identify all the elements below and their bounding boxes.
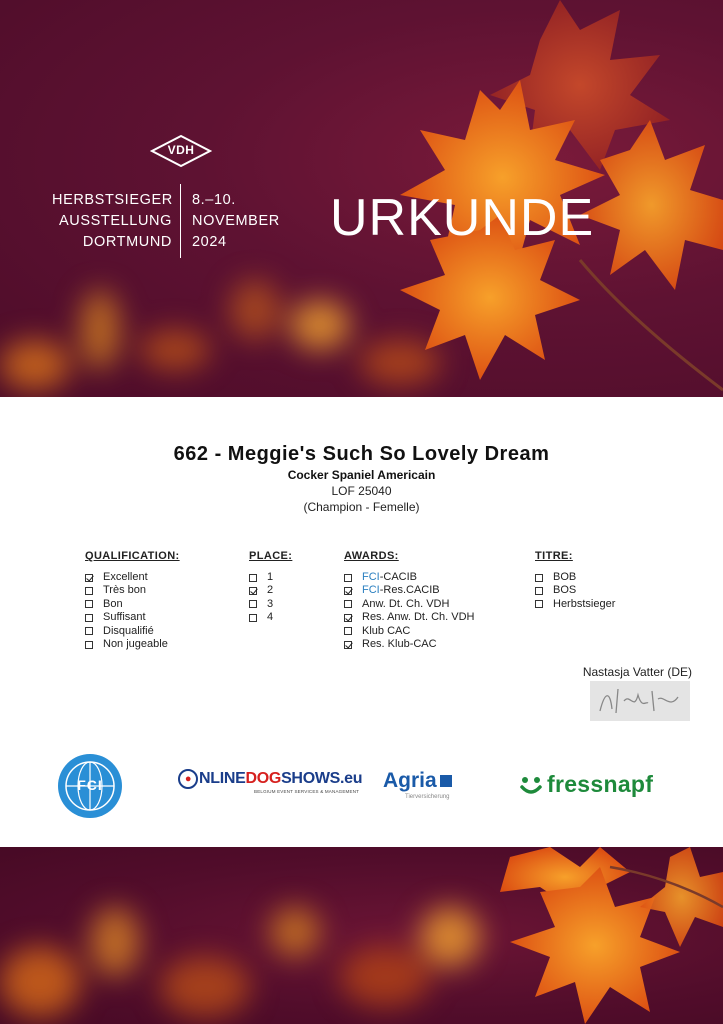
checkbox-item[interactable] (344, 625, 474, 638)
agria-tagline: Tierversicherung (405, 794, 450, 800)
checkbox[interactable] (85, 627, 93, 635)
dog-title: 662 - Meggie's Such So Lovely Dream (173, 443, 550, 465)
checkbox-label: Suffisant (103, 611, 146, 624)
paw-icon: ● (178, 769, 198, 789)
checkbox-item[interactable] (535, 584, 615, 597)
checkbox[interactable] (85, 641, 93, 649)
checkbox-label: -Res.CACIB (379, 584, 440, 597)
fressnapf-text: fressnapf (547, 771, 654, 797)
checkbox-item[interactable] (85, 638, 180, 651)
checkbox-item[interactable] (249, 584, 292, 597)
checkbox[interactable] (344, 587, 352, 595)
checkbox[interactable] (85, 614, 93, 622)
checkbox-label: Excellent (103, 571, 148, 583)
place-header: PLACE: (249, 550, 293, 562)
maple-leaves-decoration (490, 847, 723, 1024)
checkbox-item[interactable] (249, 611, 292, 624)
checkbox-item[interactable] (85, 625, 180, 638)
footer-banner (0, 847, 723, 1024)
checkbox[interactable] (344, 627, 352, 635)
onlinedogshows-logo (178, 769, 362, 803)
checkbox-label: Res. Anw. Dt. Ch. VDH (362, 611, 475, 624)
ods-text-1: NLINE (199, 770, 246, 787)
checkbox[interactable] (249, 587, 257, 595)
certificate-body (0, 397, 723, 847)
checkbox[interactable] (249, 574, 257, 582)
checkbox[interactable] (344, 641, 352, 649)
checkbox-item[interactable] (249, 571, 292, 584)
checkbox-label: 1 (267, 571, 274, 583)
checkbox-item[interactable] (85, 611, 180, 624)
qualification-column (85, 549, 180, 651)
checkbox[interactable] (85, 587, 93, 595)
dog-registration: LOF 25040 (331, 484, 392, 498)
dog-class: (Champion - Femelle) (303, 500, 420, 514)
checkbox-item[interactable] (85, 598, 180, 611)
fci-logo (57, 753, 123, 819)
vdh-logo-text: VDH (167, 143, 195, 157)
agria-badge-icon (440, 775, 452, 787)
event-line: DORTMUND (82, 234, 172, 250)
date-line: 2024 (192, 234, 227, 250)
fressnapf-logo (519, 771, 653, 798)
event-name (52, 190, 172, 253)
event-line: HERBSTSIEGER (52, 192, 173, 208)
ods-text-4: .eu (340, 770, 363, 787)
checkbox-label: Très bon (103, 584, 147, 597)
titre-column (535, 549, 615, 611)
checkbox[interactable] (85, 574, 93, 582)
awards-column (344, 549, 474, 651)
titre-header: TITRE: (535, 550, 573, 562)
vdh-logo (150, 134, 212, 168)
checkbox-label: Non jugeable (103, 637, 168, 650)
checkbox-label: Herbstsieger (553, 597, 616, 610)
checkbox[interactable] (344, 600, 352, 608)
checkbox[interactable] (535, 587, 543, 595)
event-line: AUSSTELLUNG (59, 213, 172, 229)
qualification-header: QUALIFICATION: (85, 550, 180, 562)
event-divider (180, 184, 181, 258)
header-banner (0, 0, 723, 397)
agria-logo (383, 769, 452, 800)
document-title: URKUNDE (330, 189, 595, 247)
date-line: 8.–10. (192, 192, 236, 208)
checkbox[interactable] (535, 574, 543, 582)
checkbox-label: Res. Klub-CAC (362, 637, 437, 650)
checkbox[interactable] (249, 600, 257, 608)
fci-logo-text: FCI (77, 777, 103, 793)
checkbox-label: -CACIB (379, 571, 418, 583)
checkbox-item[interactable] (344, 571, 474, 584)
judge-signature (590, 681, 690, 721)
checkbox-label: BOS (553, 584, 577, 597)
checkbox-item[interactable] (85, 584, 180, 597)
checkbox-item[interactable] (344, 598, 474, 611)
fressnapf-smile-icon (519, 773, 543, 797)
agria-text: Agria (383, 769, 437, 792)
checkbox-label: BOB (553, 571, 577, 583)
checkbox[interactable] (344, 614, 352, 622)
event-date (192, 190, 302, 253)
fci-prefix: FCI (362, 571, 380, 583)
checkbox-item[interactable] (344, 584, 474, 597)
checkbox-item[interactable] (535, 571, 615, 584)
dog-breed: Cocker Spaniel Americain (287, 468, 436, 482)
checkbox[interactable] (85, 600, 93, 608)
ods-text-3: SHOWS (281, 770, 341, 787)
checkbox-item[interactable] (85, 571, 180, 584)
fci-prefix: FCI (362, 584, 380, 597)
checkbox-label: Anw. Dt. Ch. VDH (362, 597, 450, 610)
checkbox-item[interactable] (344, 638, 474, 651)
checkbox[interactable] (344, 574, 352, 582)
date-line: NOVEMBER (192, 213, 280, 229)
ods-tagline: BELGIUM EVENT SERVICES & MANAGEMENT (254, 789, 360, 794)
checkbox-label: 2 (267, 584, 274, 597)
place-column (249, 549, 292, 625)
checkbox-item[interactable] (249, 598, 292, 611)
checkbox-label: 4 (267, 611, 274, 624)
checkbox-label: Bon (103, 597, 123, 610)
checkbox[interactable] (249, 614, 257, 622)
ods-text-2: DOG (245, 770, 282, 787)
judge-name: Nastasja Vatter (DE) (582, 665, 692, 679)
checkbox[interactable] (535, 600, 543, 608)
awards-header: AWARDS: (344, 550, 399, 562)
checkbox-label: Klub CAC (362, 624, 411, 637)
checkbox-label: Disqualifié (103, 624, 154, 637)
checkbox-label: 3 (267, 597, 274, 610)
checkbox-item[interactable] (344, 611, 474, 624)
checkbox-item[interactable] (535, 598, 615, 611)
